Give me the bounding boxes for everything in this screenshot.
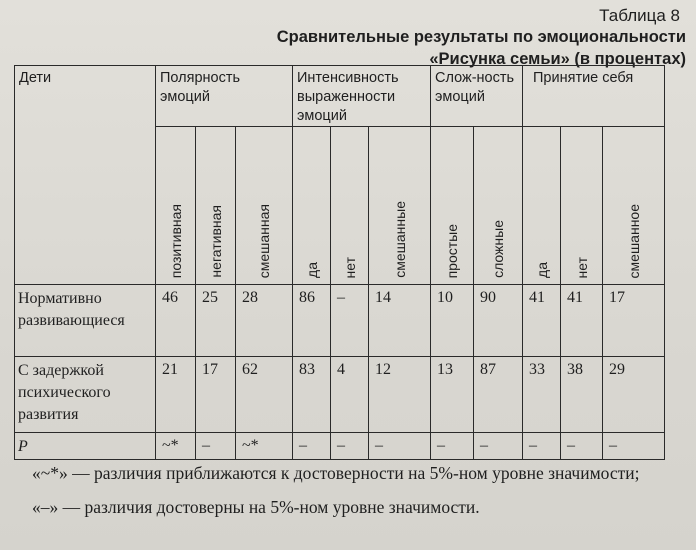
table-row: [15, 285, 665, 357]
table-cell: –: [561, 433, 603, 460]
subheader-label: да: [533, 262, 550, 278]
table-cell: –: [523, 433, 561, 460]
subheader-label: смешанное: [625, 203, 642, 278]
table-cell: –: [293, 433, 331, 460]
subheader-cell: [156, 127, 196, 285]
table-cell: 90: [474, 285, 523, 357]
subheader-cell: [561, 127, 603, 285]
table-cell: 10: [431, 285, 474, 357]
subheader-label: смешанные: [391, 201, 408, 278]
subheader-label: да: [303, 262, 320, 278]
table-cell: 21: [156, 357, 196, 433]
table-cell: 14: [369, 285, 431, 357]
table-cell: 17: [603, 285, 665, 357]
title-line-2: «Рисунка семьи» (в процентах): [429, 50, 686, 68]
table-cell: ~*: [236, 433, 293, 460]
footnote-significant: «–» — различия достоверны на 5%-ном уровне значимости.: [32, 497, 480, 517]
subheader-cell: [603, 127, 665, 285]
table-row: [15, 433, 665, 460]
table-label: Таблица 8: [599, 6, 680, 25]
footnotes: [14, 462, 684, 518]
table-cell: ~*: [156, 433, 196, 460]
footnote-approx: «~*» — различия приближаются к достоверности на 5%-ном уровне значимости;: [32, 463, 640, 483]
table-cell: –: [331, 433, 369, 460]
table-cell: 41: [523, 285, 561, 357]
table-title: [150, 26, 686, 70]
table-cell: 33: [523, 357, 561, 433]
table-row: [15, 357, 665, 433]
table-cell: –: [603, 433, 665, 460]
subheader-label: нет: [341, 256, 358, 278]
subheader-label: простые: [444, 223, 460, 278]
header-self-accept: Принятие себя: [523, 66, 665, 127]
table-cell: –: [196, 433, 236, 460]
header-children: Дети: [15, 66, 156, 285]
table-cell: 83: [293, 357, 331, 433]
header-intensity: Интенсивность выраженности эмоций: [293, 66, 431, 127]
subheader-cell: [523, 127, 561, 285]
header-complexity: Слож-ность эмоций: [431, 66, 523, 127]
table-cell: –: [474, 433, 523, 460]
table-cell: –: [369, 433, 431, 460]
row-label: С задержкой психического развития: [15, 357, 156, 433]
table-cell: 41: [561, 285, 603, 357]
table-cell: –: [431, 433, 474, 460]
table-cell: 28: [236, 285, 293, 357]
subheader-label: нет: [573, 256, 590, 278]
subheader-cell: [369, 127, 431, 285]
title-line-1: Сравнительные результаты по эмоциональности: [276, 28, 686, 46]
table-cell: 46: [156, 285, 196, 357]
subheader-label: сложные: [490, 220, 506, 278]
subheader-cell: [196, 127, 236, 285]
subheader-cell: [431, 127, 474, 285]
table-cell: –: [331, 285, 369, 357]
subheader-cell: [236, 127, 293, 285]
table-cell: 4: [331, 357, 369, 433]
row-label: P: [15, 433, 156, 460]
table-cell: 38: [561, 357, 603, 433]
table-cell: 13: [431, 357, 474, 433]
subheader-cell: [474, 127, 523, 285]
row-label: Нормативно развивающиеся: [15, 285, 156, 357]
table-cell: 87: [474, 357, 523, 433]
subheader-label: смешанная: [256, 203, 272, 278]
subheader-label: позитивная: [167, 203, 184, 278]
table-cell: 29: [603, 357, 665, 433]
table-cell: 25: [196, 285, 236, 357]
header-polarity: Полярность эмоций: [156, 66, 293, 127]
results-table: [14, 65, 665, 460]
subheader-cell: [293, 127, 331, 285]
subheader-label: негативная: [207, 205, 224, 278]
table-cell: 62: [236, 357, 293, 433]
table-cell: 86: [293, 285, 331, 357]
subheader-cell: [331, 127, 369, 285]
table-cell: 12: [369, 357, 431, 433]
table-cell: 17: [196, 357, 236, 433]
